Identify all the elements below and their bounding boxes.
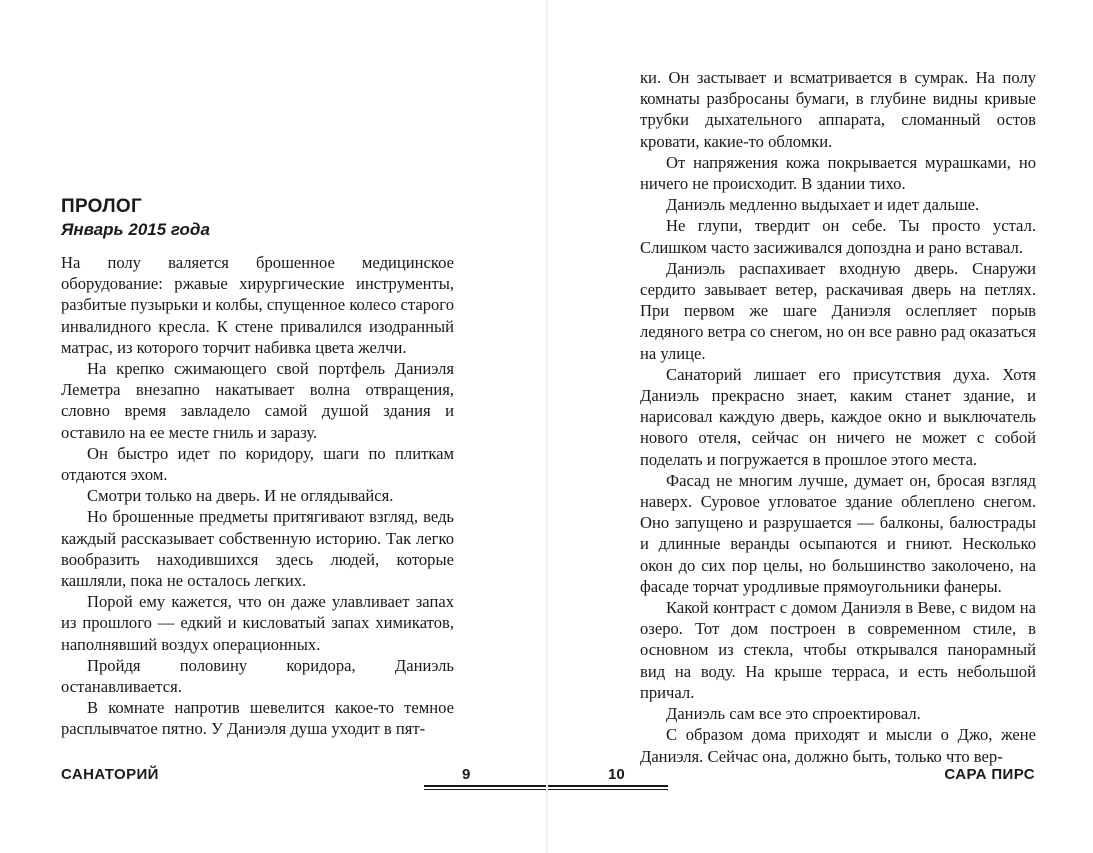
paragraph: ки. Он застывает и всматривается в сумрак. На полу комнаты разбросаны бумаги, в глубине видны кривые трубки дыхательного аппарата, сломанный остов кровати, какие-то обломки. xyxy=(640,68,1036,151)
footer-rule xyxy=(424,785,546,787)
page-number: 9 xyxy=(462,766,471,783)
paragraph: Не глупи, твердит он себе. Ты просто устал. Слишком часто засиживался допоздна и рано вставал. xyxy=(640,216,1036,257)
paragraph: Фасад не многим лучше, думает он, бросая взгляд наверх. Суровое угловатое здание облеплено снегом. Оно запущено и разрушается — балконы, балюстрады и длинные веранды осыпаются и гниют. Несколько окон до сих пор целы, но большинство заколочено, на фасаде торчат уродливые прямоугольники фанеры. xyxy=(640,470,1036,596)
paragraph: Даниэль медленно выдыхает и идет дальше. xyxy=(666,195,980,215)
paragraph: На полу валяется брошенное медицинское оборудование: ржавые хирургические инструменты, разбитые пузырьки и колбы, спущенное колесо старого инвалидного кресла. К стене привалился изодранный матрас, из которого торчит набивка цвета желчи. xyxy=(61,253,454,357)
running-footer-title: САРА ПИРС xyxy=(944,766,1035,783)
paragraph: Порой ему кажется, что он даже улавливает запах из прошлого — едкий и кисловатый запах химикатов, наполнявший воздух операционных. xyxy=(61,592,454,654)
chapter-date: Январь 2015 года xyxy=(61,220,210,239)
right-page xyxy=(548,0,1093,853)
paragraph: Даниэль сам все это спроектировал. xyxy=(666,704,921,724)
paragraph: На крепко сжимающего свой портфель Даниэля Леметра внезапно накатывает волна отвращения, словно время завладело самой душой здания и оставило на ее месте гниль и заразу. xyxy=(61,359,454,442)
running-footer-title: САНАТОРИЙ xyxy=(61,766,159,783)
paragraph: Он быстро идет по коридору, шаги по плиткам отдаются эхом. xyxy=(61,443,454,485)
paragraph: Даниэль распахивает входную дверь. Снаружи сердито завывает ветер, раскачивая дверь на петлях. При первом же шаге Даниэля ослепляет порыв ледяного ветра со снегом, но он все равно рад оказаться на улице. xyxy=(640,258,1036,363)
paragraph: Пройдя половину коридора, Даниэль останавливается. xyxy=(61,655,454,697)
right-page-body xyxy=(640,67,1036,767)
footer-rule xyxy=(424,789,546,790)
paragraph: Какой контраст с домом Даниэля в Веве, с видом на озеро. Тот дом построен в современном стиле, в основном из стекла, чтобы открывался панорамный вид на воду. На крыше терраса, и есть небольшой причал. xyxy=(640,598,1036,702)
footer-rule xyxy=(548,785,668,787)
footer-rule xyxy=(548,789,668,790)
left-page xyxy=(0,0,546,853)
paragraph: Но брошенные предметы притягивают взгляд, ведь каждый рассказывает собственную историю. Так легко вообразить находившихся здесь людей, которые кашляли, пока не осталось легких. xyxy=(61,507,454,591)
chapter-heading: ПРОЛОГ xyxy=(61,196,143,217)
page-number: 10 xyxy=(608,766,625,783)
paragraph: В комнате напротив шевелится какое-то темное расплывчатое пятно. У Даниэля душа уходит в пят- xyxy=(61,698,454,739)
paragraph: С образом дома приходят и мысли о Джо, жене Даниэля. Сейчас она, должно быть, только что вер- xyxy=(640,725,1036,766)
paragraph: От напряжения кожа покрывается мурашками, но ничего не происходит. В здании тихо. xyxy=(640,152,1036,194)
paragraph: Санаторий лишает его присутствия духа. Хотя Даниэль прекрасно знает, каким станет здание, и нарисовал каждую дверь, каждое окно и выключатель нового отеля, сейчас он ничего не может с собой поделать и погружается в прошлое этого места. xyxy=(640,364,1036,469)
paragraph: Смотри только на дверь. И не оглядывайся. xyxy=(87,486,394,506)
left-page-body xyxy=(61,252,454,740)
